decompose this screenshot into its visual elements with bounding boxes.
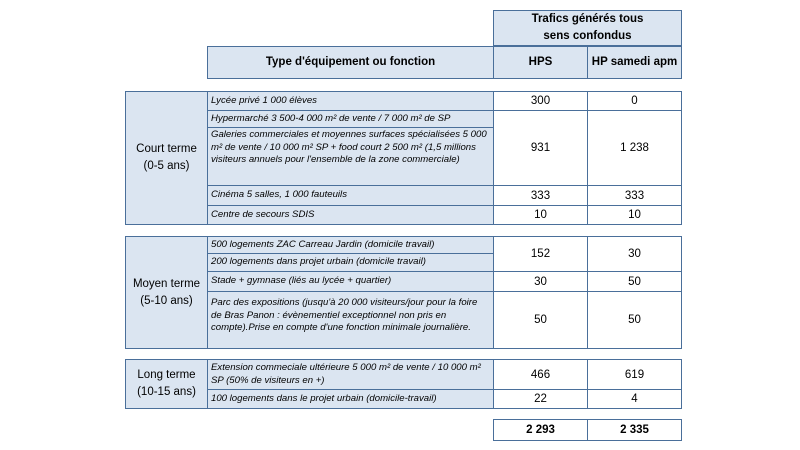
row-extension: Extension commeciale ultérieure 5 000 m² de vente / 10 000 m² SP (50% de visiteurs en +) xyxy=(207,359,494,390)
hps-sdis: 10 xyxy=(493,205,588,225)
period-long-terme xyxy=(125,359,208,409)
sam-cinema: 333 xyxy=(587,185,682,206)
row-sdis: Centre de secours SDIS xyxy=(207,205,494,225)
period-court-terme xyxy=(125,91,208,225)
hps-parc-expo: 50 xyxy=(493,291,588,349)
period-label: Moyen terme xyxy=(132,277,201,290)
sam-stade: 50 xyxy=(587,271,682,292)
row-logements-zac: 500 logements ZAC Carreau Jardin (domicile travail) xyxy=(207,236,494,254)
sam-lycee: 0 xyxy=(587,91,682,111)
row-lycee: Lycée privé 1 000 élèves xyxy=(207,91,494,111)
period-label: Long terme xyxy=(137,369,196,381)
hps-logements: 152 xyxy=(493,236,588,272)
row-hypermarche: Hypermarché 3 500-4 000 m² de vente / 7 000 m² de SP xyxy=(207,110,494,128)
sam-logements: 30 xyxy=(587,236,682,272)
row-stade: Stade + gymnase (liés au lycée + quartier) xyxy=(207,271,494,292)
period-range: (10-15 ans) xyxy=(137,386,196,398)
row-galeries: Galeries commerciales et moyennes surfaces spécialisées 5 000 m² de vente / 10 000 m² SP + food court 2 500 m² (1,5 millions visiteurs annuels pour l'ensemble de la zone commerciale) xyxy=(207,127,494,186)
type-header: Type d'équipement ou fonction xyxy=(207,46,494,79)
total-hps: 2 293 xyxy=(493,419,588,441)
total-hp-samedi: 2 335 xyxy=(587,419,682,441)
sam-parc-expo: 50 xyxy=(587,291,682,349)
hps-header: HPS xyxy=(493,46,588,79)
row-logements-projet: 200 logements dans projet urbain (domicile travail) xyxy=(207,253,494,272)
hps-cinema: 333 xyxy=(493,185,588,206)
row-parc-expo: Parc des expositions (jusqu'à 20 000 visiteurs/jour pour la foire de Bras Panon : évènementiel exceptionnel non pris en compte).Prise en compte d'une fonction minimale journalière. xyxy=(207,291,494,349)
trafic-header: Trafics générés tous sens confondus xyxy=(493,10,682,46)
hps-stade: 30 xyxy=(493,271,588,292)
sam-commerce: 1 238 xyxy=(587,110,682,186)
period-range: (5-10 ans) xyxy=(140,294,193,307)
period-range: (0-5 ans) xyxy=(143,160,190,172)
hp-samedi-header: HP samedi apm xyxy=(587,46,682,79)
period-moyen-terme xyxy=(125,236,208,349)
row-cinema: Cinéma 5 salles, 1 000 fauteuils xyxy=(207,185,494,206)
row-logements-100: 100 logements dans le projet urbain (domicile-travail) xyxy=(207,389,494,409)
hps-extension: 466 xyxy=(493,359,588,390)
sam-extension: 619 xyxy=(587,359,682,390)
hps-logements-100: 22 xyxy=(493,389,588,409)
sam-sdis: 10 xyxy=(587,205,682,225)
period-label: Court terme xyxy=(136,143,197,155)
hps-commerce: 931 xyxy=(493,110,588,186)
sam-logements-100: 4 xyxy=(587,389,682,409)
hps-lycee: 300 xyxy=(493,91,588,111)
